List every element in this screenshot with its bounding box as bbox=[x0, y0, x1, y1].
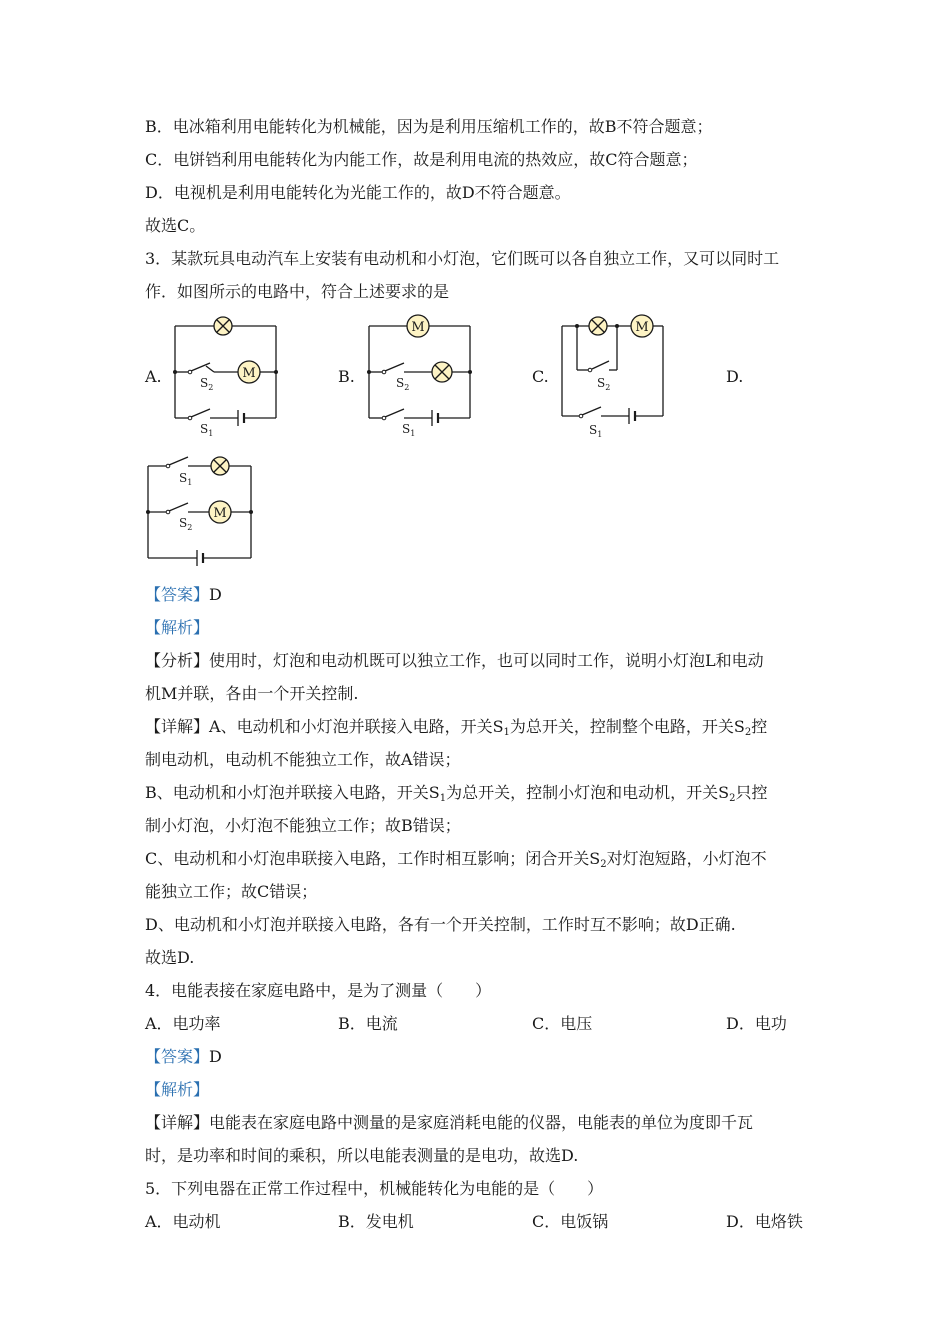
answer-line-c: C．电饼铛利用电能转化为内能工作，故是利用电流的热效应，故C符合题意； bbox=[145, 150, 698, 169]
circuit-c-motor bbox=[631, 315, 653, 337]
answer-line-b: B．电冰箱利用电能转化为机械能，因为是利用压缩机工作的，故B不符合题意； bbox=[145, 117, 713, 136]
q4-stem: 4．电能表接在家庭电路中，是为了测量（ ） bbox=[145, 981, 492, 1000]
circuit-b-s1: $S_1$ bbox=[402, 422, 416, 438]
q3-option-c-label: C. bbox=[532, 367, 549, 386]
q3-detail-c2: 能独立工作；故C错误； bbox=[145, 882, 318, 901]
circuit-c-diagram bbox=[557, 308, 672, 443]
q3-analysis-tag: 【解析】 bbox=[145, 618, 210, 637]
q3-option-a-label: A. bbox=[145, 367, 162, 386]
answer-tag: 【答案】 bbox=[145, 1047, 210, 1066]
q3-fenxi-line2: 机M并联，各由一个开关控制. bbox=[145, 684, 359, 703]
answer-conclusion: 故选C。 bbox=[145, 216, 206, 235]
q5-option-a: A．电动机 bbox=[145, 1212, 221, 1231]
circuit-a-lamp bbox=[214, 317, 232, 335]
q3-detail-b2: 制小灯泡，小灯泡不能独立工作；故B错误； bbox=[145, 816, 461, 835]
circuit-b-diagram bbox=[364, 310, 479, 440]
circuit-d-diagram bbox=[145, 450, 260, 565]
q3-option-d-label: D. bbox=[726, 367, 744, 386]
detail-tag: 【详解】 bbox=[145, 1113, 210, 1132]
q3-conclusion: 故选D. bbox=[145, 948, 195, 967]
circuit-d-s1: $S_1$ bbox=[179, 471, 193, 487]
svg-text:M: M bbox=[411, 320, 425, 335]
q5-option-c: C．电饭锅 bbox=[532, 1212, 609, 1231]
circuit-c-s1: $S_1$ bbox=[589, 423, 603, 439]
q4-detail-line1: 【详解】电能表在家庭电路中测量的是家庭消耗电能的仪器，电能表的单位为度即千瓦 bbox=[145, 1113, 754, 1132]
circuit-a-motor bbox=[238, 361, 260, 383]
circuit-b-s2: $S_2$ bbox=[396, 376, 410, 392]
q4-detail-line2: 时，是功率和时间的乘积，所以电能表测量的是电功，故选D. bbox=[145, 1146, 579, 1165]
q3-stem-line1: 3．某款玩具电动汽车上安装有电动机和小灯泡，它们既可以各自独立工作，又可以同时工 bbox=[145, 249, 780, 268]
circuit-d-lamp bbox=[211, 457, 229, 475]
q3-detail-c1: C、电动机和小灯泡串联接入电路，工作时相互影响；闭合开关$S_2$对灯泡短路，小灯泡不 bbox=[145, 849, 767, 870]
q3-detail-a1: 【详解】A、电动机和小灯泡并联接入电路，开关$S_1$为总开关，控制整个电路，开关$S_2$控 bbox=[145, 717, 768, 738]
q4-option-c: C．电压 bbox=[532, 1014, 593, 1033]
q3-fenxi-line1: 【分析】使用时，灯泡和电动机既可以独立工作，也可以同时工作，说明小灯泡L和电动 bbox=[145, 651, 764, 670]
detail-tag: 【详解】 bbox=[145, 717, 210, 736]
answer-value: D bbox=[209, 1047, 222, 1066]
q5-stem: 5．下列电器在正常工作过程中，机械能转化为电能的是（ ） bbox=[145, 1179, 604, 1198]
svg-text:M: M bbox=[635, 320, 649, 335]
circuit-a-s2: $S_2$ bbox=[200, 376, 214, 392]
circuit-b-motor bbox=[407, 315, 429, 337]
circuit-a-s1: $S_1$ bbox=[200, 422, 214, 438]
svg-text:M: M bbox=[213, 506, 227, 521]
q5-option-b: B．发电机 bbox=[338, 1212, 414, 1231]
circuit-d-s2: $S_2$ bbox=[179, 516, 193, 532]
q3-detail-d1: D、电动机和小灯泡并联接入电路，各有一个开关控制，工作时互不影响；故D正确. bbox=[145, 915, 736, 934]
svg-text:M: M bbox=[242, 366, 256, 381]
q3-stem-line2: 作．如图所示的电路中，符合上述要求的是 bbox=[145, 282, 450, 301]
q3-option-b-label: B. bbox=[338, 367, 355, 386]
answer-value: D bbox=[209, 585, 222, 604]
circuit-c-s2: $S_2$ bbox=[597, 376, 611, 392]
q3-detail-b1: B、电动机和小灯泡并联接入电路，开关$S_1$为总开关，控制小灯泡和电动机，开关$S_2$只控 bbox=[145, 783, 768, 804]
q5-option-d: D．电烙铁 bbox=[726, 1212, 803, 1231]
q4-option-a: A．电功率 bbox=[145, 1014, 221, 1033]
q4-option-d: D．电功 bbox=[726, 1014, 787, 1033]
q3-detail-a2: 制电动机，电动机不能独立工作，故A错误； bbox=[145, 750, 461, 769]
answer-line-d: D．电视机是利用电能转化为光能工作的，故D不符合题意。 bbox=[145, 183, 571, 202]
q4-analysis-tag: 【解析】 bbox=[145, 1080, 210, 1099]
q3-answer bbox=[145, 584, 222, 606]
circuit-c-lamp bbox=[589, 317, 607, 335]
circuit-a-diagram bbox=[170, 310, 285, 440]
circuit-d-motor bbox=[209, 501, 231, 523]
q4-option-b: B．电流 bbox=[338, 1014, 398, 1033]
fenxi-tag: 【分析】 bbox=[145, 651, 210, 670]
circuit-b-lamp bbox=[432, 362, 452, 382]
answer-tag: 【答案】 bbox=[145, 585, 210, 604]
q4-answer bbox=[145, 1046, 222, 1068]
